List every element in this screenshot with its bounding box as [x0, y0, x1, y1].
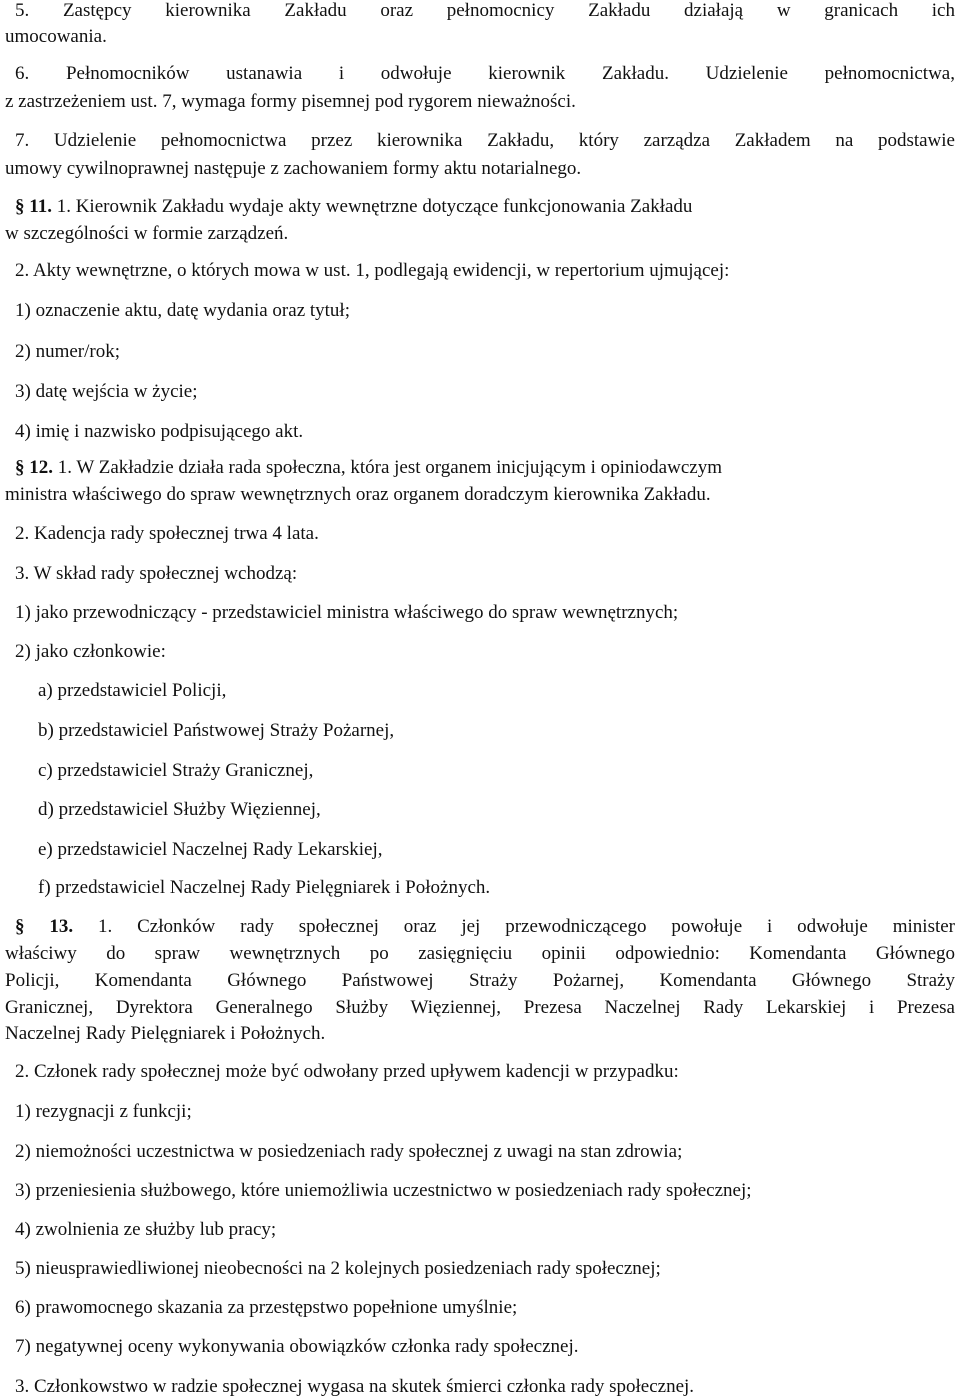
section-number: § 13.	[15, 916, 74, 937]
text-line: umowy cywilnoprawnej następuje z zachowaniem formy aktu notarialnego.	[5, 158, 582, 179]
text-line: 1. Członków rady społecznej oraz jej przewodniczącego powołuje i odwołuje minister	[98, 916, 956, 937]
list-subitem: f) przedstawiciel Naczelnej Rady Pielęgniarek i Położnych.	[38, 877, 491, 898]
list-subitem: a) przedstawiciel Policji,	[38, 680, 227, 701]
text-line: Policji, Komendanta Głównego Państwowej Straży Pożarnej, Komendanta Głównego Straży	[5, 970, 955, 991]
text-line: 2. Kadencja rady społecznej trwa 4 lata.	[15, 523, 319, 544]
list-item: 3) przeniesienia służbowego, które uniemożliwia uczestnictwo w posiedzeniach rady społecznej;	[15, 1180, 752, 1201]
text-line: 1. Kierownik Zakładu wydaje akty wewnętrzne dotyczące funkcjonowania Zakładu	[56, 196, 693, 217]
list-item: 7) negatywnej oceny wykonywania obowiązków członka rady społecznej.	[15, 1336, 579, 1357]
list-item: 6) prawomocnego skazania za przestępstwo popełnione umyślnie;	[15, 1297, 518, 1318]
text-line: 1. W Zakładzie działa rada społeczna, która jest organem inicjującym i opiniodawczym	[57, 457, 722, 478]
section-number: § 12.	[15, 457, 53, 478]
list-item: 4) imię i nazwisko podpisującego akt.	[15, 421, 304, 442]
text-line: w szczególności w formie zarządzeń.	[5, 223, 289, 244]
list-subitem: e) przedstawiciel Naczelnej Rady Lekarskiej,	[38, 839, 383, 860]
text-line: Granicznej, Dyrektora Generalnego Służby Więziennej, Prezesa Naczelnej Rady Lekarskiej i Prezesa	[5, 997, 955, 1018]
list-item: 2) jako członkowie:	[15, 641, 166, 662]
text-line: właściwy do spraw wewnętrznych po zasięgnięciu opinii odpowiednio: Komendanta Głównego	[5, 943, 955, 964]
list-subitem: b) przedstawiciel Państwowej Straży Pożarnej,	[38, 720, 395, 741]
text-line: 7. Udzielenie pełnomocnictwa przez kierownika Zakładu, który zarządza Zakładem na podstawie	[15, 130, 955, 151]
text-line: 6. Pełnomocników ustanawia i odwołuje kierownik Zakładu. Udzielenie pełnomocnictwa,	[15, 63, 955, 84]
text-line: z zastrzeżeniem ust. 7, wymaga formy pisemnej pod rygorem nieważności.	[5, 91, 576, 112]
text-line: 5. Zastępcy kierownika Zakładu oraz pełnomocnicy Zakładu działają w granicach ich	[15, 0, 955, 21]
text-line: 2. Akty wewnętrzne, o których mowa w ust. 1, podlegają ewidencji, w repertorium ujmującej:	[15, 260, 730, 281]
list-item: 3) datę wejścia w życie;	[15, 381, 198, 402]
list-item: 2) numer/rok;	[15, 341, 121, 362]
list-item: 2) niemożności uczestnictwa w posiedzeniach rady społecznej z uwagi na stan zdrowia;	[15, 1141, 683, 1162]
list-subitem: c) przedstawiciel Straży Granicznej,	[38, 760, 314, 781]
text-line: ministra właściwego do spraw wewnętrznych oraz organem doradczym kierownika Zakładu.	[5, 484, 711, 505]
list-item: 1) oznaczenie aktu, datę wydania oraz tytuł;	[15, 300, 350, 321]
list-item: 5) nieusprawiedliwionej nieobecności na 2 kolejnych posiedzeniach rady społecznej;	[15, 1258, 661, 1279]
list-item: 1) jako przewodniczący - przedstawiciel ministra właściwego do spraw wewnętrznych;	[15, 602, 679, 623]
section-number: § 11.	[15, 196, 52, 217]
list-subitem: d) przedstawiciel Służby Więziennej,	[38, 799, 321, 820]
text-line: 3. Członkowstwo w radzie społecznej wygasa na skutek śmierci członka rady społecznej.	[15, 1376, 695, 1397]
text-line: 2. Członek rady społecznej może być odwołany przed upływem kadencji w przypadku:	[15, 1061, 679, 1082]
list-item: 4) zwolnienia ze służby lub pracy;	[15, 1219, 277, 1240]
text-line: 3. W skład rady społecznej wchodzą:	[15, 563, 298, 584]
text-line: Naczelnej Rady Pielęgniarek i Położnych.	[5, 1023, 326, 1044]
list-item: 1) rezygnacji z funkcji;	[15, 1101, 192, 1122]
text-line: umocowania.	[5, 26, 107, 47]
